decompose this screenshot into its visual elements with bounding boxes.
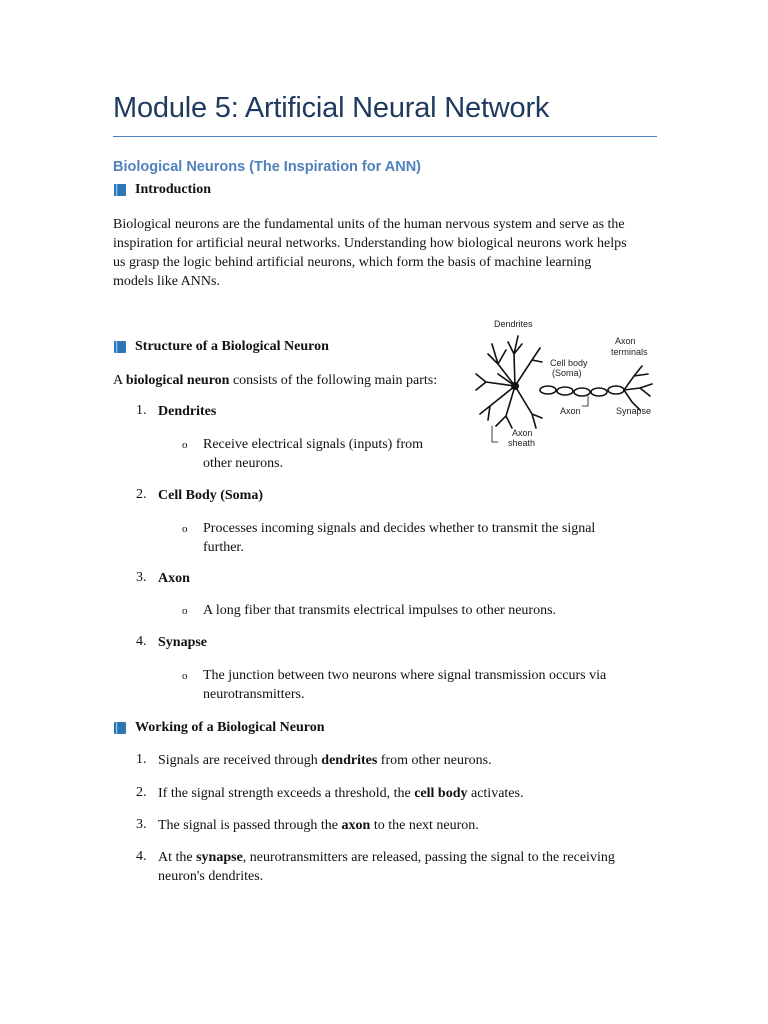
intro-heading [113, 182, 211, 198]
list-number: 3. [136, 817, 147, 832]
list-number: 4. [136, 849, 147, 864]
label-soma: (Soma) [552, 368, 582, 378]
label-dendrites: Dendrites [494, 319, 533, 329]
part-desc: Receive electrical signals (inputs) from [203, 437, 424, 452]
list-number: 2. [136, 785, 147, 800]
step-text: If the signal strength exceeds a threshold, the cell body activates. [158, 786, 524, 801]
part-label: Synapse [158, 635, 208, 650]
section-subtitle: Biological Neurons (The Inspiration for ANN) [113, 159, 421, 175]
book-icon [113, 183, 127, 197]
page-title: Module 5: Artificial Neural Network [113, 92, 550, 124]
label-axon-terminals: Axon [615, 336, 636, 346]
bullet-marker: o [182, 670, 188, 682]
label-axon: Axon [560, 406, 581, 416]
list-number: 2. [136, 487, 147, 502]
book-icon [113, 340, 127, 354]
intro-line-4: models like ANNs. [113, 274, 220, 289]
part-desc: A long fiber that transmits electrical impulses to other neurons. [203, 603, 557, 618]
part-label: Dendrites [158, 404, 217, 419]
label-synapse: Synapse [616, 406, 652, 416]
list-number: 4. [136, 634, 147, 649]
intro-line-2: inspiration for artificial neural networks. Understanding how biological neurons work helps [113, 236, 627, 251]
bullet-marker: o [182, 523, 188, 535]
intro-line-1: Biological neurons are the fundamental units of the human nervous system and serve as the [113, 217, 625, 232]
label-axon-sheath: Axon [512, 428, 533, 438]
label-axon-terminals-2: terminals [611, 347, 648, 357]
structure-lead: A biological neuron consists of the following main parts: [113, 373, 438, 388]
list-number: 3. [136, 570, 147, 585]
working-heading [113, 720, 325, 736]
bold-term: dendrites [321, 753, 378, 768]
part-label: Cell Body (Soma) [158, 488, 263, 503]
list-number: 1. [136, 752, 147, 767]
structure-heading [113, 339, 329, 355]
bold-term: biological neuron [125, 373, 230, 388]
neuron-diagram [470, 314, 660, 454]
intro-heading-text: Introduction [135, 182, 211, 197]
part-label: Axon [158, 571, 190, 586]
book-icon [113, 721, 127, 735]
working-heading-text: Working of a Biological Neuron [135, 720, 325, 735]
bullet-marker: o [182, 605, 188, 617]
part-desc: Processes incoming signals and decides whether to transmit the signal [203, 521, 596, 536]
part-desc: The junction between two neurons where signal transmission occurs via [203, 668, 607, 683]
bold-term: cell body [414, 786, 468, 801]
label-cell-body: Cell body [550, 358, 588, 368]
intro-line-3: us grasp the logic behind artificial neurons, which form the basis of machine learning [113, 255, 592, 270]
bold-term: axon [341, 818, 371, 833]
list-number: 1. [136, 403, 147, 418]
part-desc: further. [203, 540, 244, 555]
label-axon-sheath-2: sheath [508, 438, 536, 448]
step-text: The signal is passed through the axon to the next neuron. [158, 818, 479, 833]
title-divider [113, 136, 657, 137]
bold-term: synapse [196, 850, 243, 865]
part-desc: other neurons. [203, 456, 284, 471]
part-desc: neurotransmitters. [203, 687, 305, 702]
step-text-cont: neuron's dendrites. [158, 869, 264, 884]
bullet-marker: o [182, 439, 188, 451]
structure-heading-text: Structure of a Biological Neuron [135, 339, 329, 354]
step-text: At the synapse, neurotransmitters are released, passing the signal to the receiving [158, 850, 615, 865]
step-text: Signals are received through dendrites from other neurons. [158, 753, 492, 768]
